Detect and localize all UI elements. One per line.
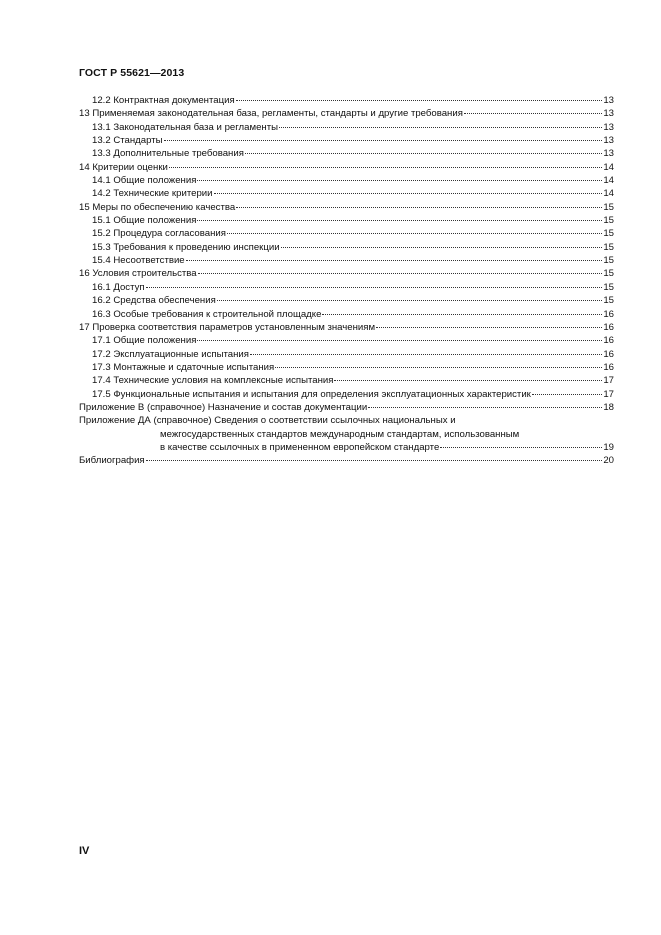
toc-entry-page: 13 (603, 121, 614, 133)
toc-entry[interactable] (79, 254, 614, 267)
toc-entry-label: 15.4 Несоответствие (92, 255, 185, 267)
toc-entry-label: 15.3 Требования к проведению инспекции (92, 241, 280, 253)
leader-dots (197, 179, 602, 181)
leader-dots (281, 246, 603, 248)
toc-entry-page: 17 (603, 375, 614, 387)
toc-entry-label: 15 Меры по обеспечению качества (79, 201, 236, 213)
toc-entry[interactable] (79, 361, 614, 374)
toc-entry-page: 15 (603, 295, 614, 307)
toc-entry[interactable] (79, 321, 614, 334)
leader-dots (532, 393, 602, 395)
leader-dots (236, 99, 603, 101)
toc-entry[interactable] (79, 121, 614, 134)
leader-dots (250, 353, 602, 355)
toc-entry[interactable] (79, 94, 614, 107)
toc-entry-page: 14 (603, 188, 614, 200)
leader-dots (197, 339, 602, 341)
toc-entry-label: 17.3 Монтажные и сдаточные испытания (92, 361, 275, 373)
toc-entry[interactable] (79, 334, 614, 347)
toc-entry-page: 15 (603, 255, 614, 267)
leader-dots (169, 166, 602, 168)
toc-entry-page: 16 (603, 308, 614, 320)
leader-dots (440, 446, 602, 448)
leader-dots (236, 206, 602, 208)
toc-entry-label: 15.1 Общие положения (92, 215, 197, 227)
toc-entry-page: 18 (603, 401, 614, 413)
leader-dots (214, 192, 603, 194)
toc-entry[interactable] (79, 374, 614, 387)
toc-entry-label: Приложение ДА (справочное) Сведения о соответствии ссылочных национальных и (79, 415, 456, 427)
toc-entry[interactable] (79, 281, 614, 294)
toc-entry-page: 13 (603, 95, 614, 106)
toc-entry[interactable] (79, 214, 614, 227)
leader-dots (275, 366, 602, 368)
leader-dots (198, 272, 603, 274)
toc-entry-label: 17.1 Общие положения (92, 335, 197, 347)
toc-entry[interactable] (79, 201, 614, 214)
leader-dots (186, 259, 603, 261)
toc-entry-page: 16 (603, 335, 614, 347)
leader-dots (334, 379, 602, 381)
toc-entry-page: 13 (603, 135, 614, 147)
toc-entry-bibliography[interactable] (79, 454, 614, 467)
leader-dots (368, 406, 602, 408)
toc-entry-page: 17 (603, 388, 614, 400)
toc-entry-page: 16 (603, 348, 614, 360)
toc-entry[interactable] (79, 227, 614, 240)
toc-entry[interactable] (79, 388, 614, 401)
toc-entry-label: 12.2 Контрактная документация (92, 95, 235, 106)
leader-dots (322, 313, 602, 315)
toc-entry-page: 16 (603, 361, 614, 373)
toc-entry-page: 14 (603, 175, 614, 187)
toc-entry[interactable] (79, 187, 614, 200)
toc-entry-page: 16 (603, 321, 614, 333)
toc-entry[interactable] (79, 147, 614, 160)
toc-entry-page: 15 (603, 281, 614, 293)
toc-entry-label: 14.2 Технические критерии (92, 188, 213, 200)
toc-entry-page: 15 (603, 201, 614, 213)
toc-entry[interactable] (79, 174, 614, 187)
toc-entry-label: 17 Проверка соответствия параметров установленным значениям (79, 321, 376, 333)
leader-dots (146, 459, 603, 461)
toc-entry-label: Приложение В (справочное) Назначение и состав документации (79, 401, 368, 413)
toc-entry[interactable] (79, 294, 614, 307)
toc-entry-label: 13.3 Дополнительные требования (92, 148, 244, 160)
toc-entry-label: 17.4 Технические условия на комплексные испытания (92, 375, 334, 387)
leader-dots (227, 232, 602, 234)
toc-entry-label: 16.3 Особые требования к строительной площадке (92, 308, 322, 320)
toc-entry-label: 13.1 Законодательная база и регламенты (92, 121, 278, 133)
toc-entry-page: 15 (603, 228, 614, 240)
leader-dots (245, 152, 602, 154)
toc-entry-page: 14 (603, 161, 614, 173)
toc-entry-label-continued: межгосударственных стандартов международным стандартам, использованным (160, 428, 520, 440)
toc-entry-label: 13 Применяемая законодательная база, регламенты, стандарты и другие требования (79, 108, 463, 120)
leader-dots (164, 139, 603, 141)
toc-entry-page: 15 (603, 268, 614, 280)
toc-entry-label: Библиография (79, 455, 145, 467)
toc-entry[interactable] (79, 267, 614, 280)
page-number: IV (79, 845, 90, 857)
toc-entry-label: 14 Критерии оценки (79, 161, 168, 173)
toc-entry-label: 13.2 Стандарты (92, 135, 163, 147)
toc-entry-label: 17.5 Функциональные испытания и испытания для определения эксплуатационных характеристик (92, 388, 531, 400)
leader-dots (279, 126, 602, 128)
toc-entry[interactable] (79, 134, 614, 147)
toc-entry-label-continued: в качестве ссылочных в примененном европейском стандарте (160, 441, 440, 453)
toc-entry-page: 15 (603, 241, 614, 253)
toc-entry-label: 16 Условия строительства (79, 268, 197, 280)
toc-entry-page: 13 (603, 148, 614, 160)
toc-entry[interactable] (79, 241, 614, 254)
toc-entry[interactable] (79, 107, 614, 120)
leader-dots (197, 219, 602, 221)
leader-dots (217, 299, 603, 301)
toc-entry-label: 16.1 Доступ (92, 281, 145, 293)
toc-entry-label: 17.2 Эксплуатационные испытания (92, 348, 249, 360)
toc-entry-page: 19 (603, 441, 614, 453)
toc-entry-page: 13 (603, 108, 614, 120)
toc-entry-page: 15 (603, 215, 614, 227)
toc-entry[interactable] (79, 161, 614, 174)
toc-entry-page: 20 (603, 455, 614, 467)
toc-entry-label: 15.2 Процедура согласования (92, 228, 226, 240)
toc-entry[interactable] (79, 348, 614, 361)
toc-entry[interactable] (79, 308, 614, 321)
toc-entry[interactable] (79, 401, 614, 414)
table-of-contents (79, 94, 614, 468)
leader-dots (464, 112, 602, 114)
toc-entry-label: 14.1 Общие положения (92, 175, 197, 187)
leader-dots (376, 326, 602, 328)
document-header: ГОСТ Р 55621—2013 (79, 67, 185, 79)
toc-entry-label: 16.2 Средства обеспечения (92, 295, 216, 307)
toc-entry-appendix-da[interactable] (79, 414, 614, 454)
leader-dots (146, 286, 603, 288)
